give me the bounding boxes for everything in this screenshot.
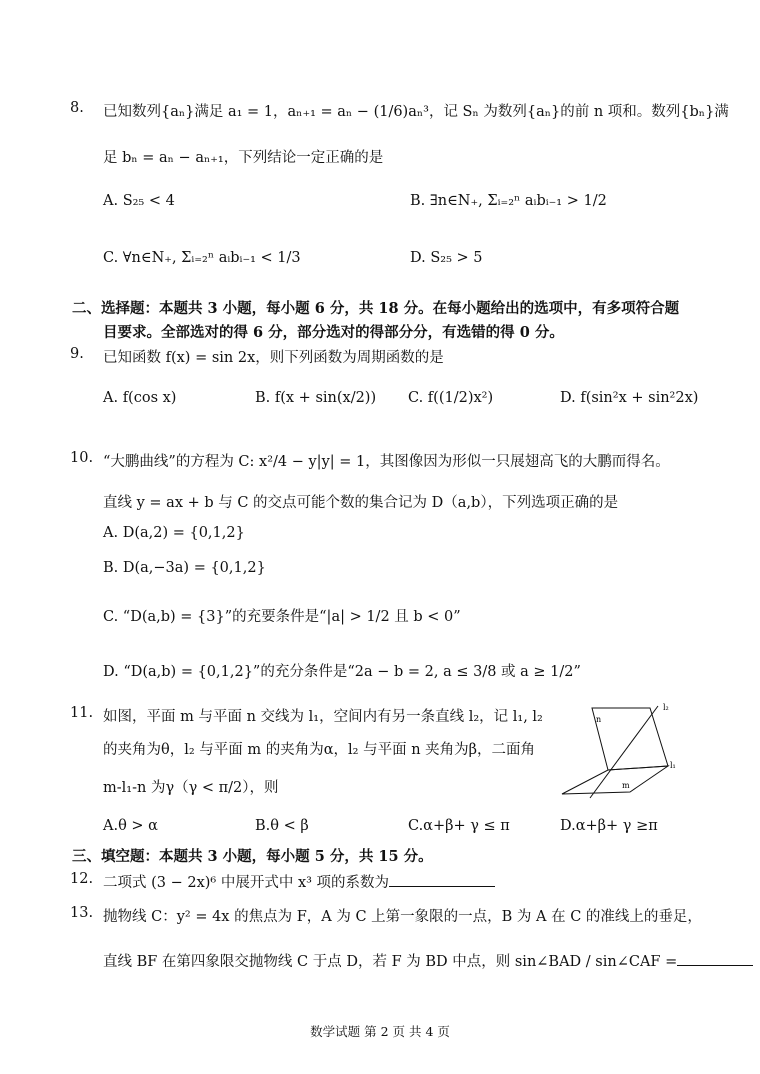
q9-number: 9. xyxy=(70,346,84,362)
q12-answer-blank[interactable] xyxy=(389,886,495,887)
plane-n xyxy=(592,708,668,770)
q13-number: 13. xyxy=(70,905,94,921)
q10-option-a: A. D(a,2) = {0,1,2} xyxy=(103,525,245,541)
q10-stem-line2: 直线 y = ax + b 与 C 的交点可能个数的集合记为 D（a,b），下列选项正确的是 xyxy=(103,495,619,511)
q10-stem-line1: “大鹏曲线”的方程为 C: x²/4 − y|y| = 1，其图像因为形似一只展翅高飞的大鹏而得名。 xyxy=(103,454,670,470)
q10-option-d: D. “D(a,b) = {0,1,2}”的充分条件是“2a − b = 2, a ≤ 3/8 或 a ≥ 1/2” xyxy=(103,664,581,680)
q10-option-b: B. D(a,−3a) = {0,1,2} xyxy=(103,560,266,576)
q11-stem-line2: 的夹角为θ，l₂ 与平面 m 的夹角为α，l₂ 与平面 n 夹角为β，二面角 xyxy=(103,742,536,758)
q11-stem-line1: 如图，平面 m 与平面 n 交线为 l₁，空间内有另一条直线 l₂，记 l₁, l₂ xyxy=(103,709,543,725)
q13-stem-line2-wrap xyxy=(103,950,753,971)
q13-answer-blank[interactable] xyxy=(677,965,753,966)
section2-heading-line1: 二、选择题：本题共 3 小题，每小题 6 分，共 18 分。在每小题给出的选项中，有多项符合题 xyxy=(72,300,680,317)
fig-label-m: m xyxy=(622,781,630,790)
q11-option-a: A.θ > α xyxy=(103,818,158,834)
plane-m xyxy=(562,766,668,794)
q9-stem: 已知函数 f(x) = sin 2x，则下列函数为周期函数的是 xyxy=(103,350,444,366)
q9-option-a: A. f(cos x) xyxy=(103,390,177,406)
q10-number: 10. xyxy=(70,450,94,466)
q10-option-c: C. “D(a,b) = {3}”的充要条件是“|a| > 1/2 且 b < 0” xyxy=(103,609,461,625)
q9-option-d: D. f(sin²x + sin²2x) xyxy=(560,390,699,406)
fig-label-n: n xyxy=(596,715,602,724)
page-footer: 数学试题 第 2 页 共 4 页 xyxy=(310,1024,450,1039)
q9-option-c: C. f((1/2)x²) xyxy=(408,390,494,406)
q11-figure xyxy=(560,700,680,800)
q8-stem-line1: 已知数列{aₙ}满足 a₁ = 1，aₙ₊₁ = aₙ − (1/6)aₙ³，记 Sₙ 为数列{aₙ}的前 n 项和。数列{bₙ}满 xyxy=(103,104,729,120)
q11-option-c: C.α+β+ γ ≤ π xyxy=(408,818,510,834)
q8-option-b: B. ∃n∈N₊, Σᵢ₌₂ⁿ aᵢbᵢ₋₁ > 1/2 xyxy=(410,193,607,209)
q8-stem-line2: 足 bₙ = aₙ − aₙ₊₁，下列结论一定正确的是 xyxy=(103,150,384,166)
q9-option-b: B. f(x + sin(x/2)) xyxy=(255,390,377,406)
fig-label-l1: l₁ xyxy=(670,761,676,770)
q12-number: 12. xyxy=(70,871,94,887)
q8-option-c: C. ∀n∈N₊, Σᵢ₌₂ⁿ aᵢbᵢ₋₁ < 1/3 xyxy=(103,250,301,266)
section3-heading: 三、填空题：本题共 3 小题，每小题 5 分，共 15 分。 xyxy=(72,848,433,865)
q13-stem-line1: 抛物线 C：y² = 4x 的焦点为 F，A 为 C 上第一象限的一点，B 为 A 在 C 的准线上的垂足， xyxy=(103,909,702,925)
q13-stem-line2: 直线 BF 在第四象限交抛物线 C 于点 D，若 F 为 BD 中点，则 sin∠BAD / sin∠CAF = xyxy=(103,954,678,970)
section2-heading-line2: 目要求。全部选对的得 6 分，部分选对的得部分分，有选错的得 0 分。 xyxy=(103,324,564,341)
q11-stem-line3: m-l₁-n 为γ（γ < π/2），则 xyxy=(103,780,279,796)
fig-label-l2: l₂ xyxy=(663,703,669,712)
q12-stem xyxy=(103,871,495,892)
q11-option-b: B.θ < β xyxy=(255,818,309,834)
q11-number: 11. xyxy=(70,705,94,721)
q12-stem-text: 二项式 (3 − 2x)⁶ 中展开式中 x³ 项的系数为 xyxy=(103,875,390,891)
q11-option-d: D.α+β+ γ ≥π xyxy=(560,818,658,834)
q8-number: 8. xyxy=(70,100,84,116)
q8-option-d: D. S₂₅ > 5 xyxy=(410,250,483,266)
q8-option-a: A. S₂₅ < 4 xyxy=(103,193,175,209)
